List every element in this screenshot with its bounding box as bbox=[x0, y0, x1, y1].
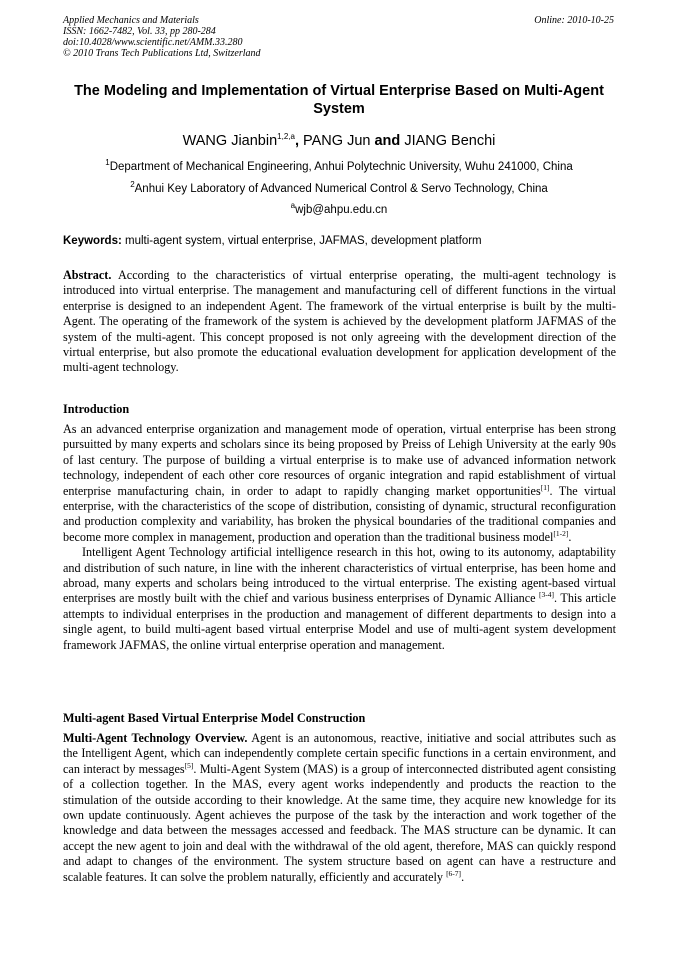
affiliation-2-text: Anhui Key Laboratory of Advanced Numerical Control & Servo Technology, China bbox=[134, 182, 548, 195]
author-separator: , bbox=[294, 132, 304, 149]
intro-p1-text-a: As an advanced enterprise organization and management mode of operation, virtual enterprise has been strong pursuitted by many experts and scholars since its being proposed by Preiss of Lehigh University at the early 90s of last century. The purpose of building a virtual enterprise is to make use of advanced information network technology, independent of each other core resources of organic integration and rapid establishment of virtual enterprise manufacturing chain, in order to adapt to rapidly changing market opportunities bbox=[63, 422, 616, 498]
journal-name: Applied Mechanics and Materials bbox=[63, 15, 199, 26]
email-marker: a bbox=[290, 201, 296, 210]
affiliation-1-marker: 1 bbox=[105, 158, 110, 167]
author-1: WANG Jianbin bbox=[182, 132, 278, 149]
mas-text-c: . bbox=[461, 869, 465, 884]
email-text: wjb@ahpu.edu.cn bbox=[295, 203, 388, 216]
abstract bbox=[63, 268, 616, 376]
intro-p1-text-c: . bbox=[568, 529, 572, 544]
keywords bbox=[63, 234, 618, 248]
citation-5: [5] bbox=[184, 760, 194, 770]
keywords-label: Keywords: bbox=[63, 235, 122, 247]
intro-paragraph-2 bbox=[63, 545, 616, 653]
citation-6-7: [6-7] bbox=[446, 868, 462, 878]
abstract-label: Abstract. bbox=[63, 268, 112, 282]
journal-issn: ISSN: 1662-7482, Vol. 33, pp 280-284 bbox=[63, 26, 216, 37]
affiliation-2-marker: 2 bbox=[130, 180, 135, 189]
author-3: JIANG Benchi bbox=[404, 132, 496, 149]
author-2: PANG Jun bbox=[303, 132, 371, 149]
abstract-text: According to the characteristics of virtual enterprise operating, the multi-agent technology is introduced into virtual enterprise. The management and manufacturing cell of different functions in the virtual enterprise is designed to an independent Agent. The framework of the virtual enterprise is built by the multi-Agent. The operating of the framework of the system is achieved by the development platform JAFMAS of the system of the multi-agent. This concept proposed is not only agreeing with the development direction of the virtual enterprise, but also promote the educational evaluation development for application development of the multi-agent technology. bbox=[63, 268, 616, 375]
author-1-affil-marker: 1,2,a bbox=[277, 132, 295, 141]
author-email bbox=[63, 199, 615, 217]
subsection-label: Multi-Agent Technology Overview. bbox=[63, 731, 248, 745]
journal-copyright: © 2010 Trans Tech Publications Ltd, Switzerland bbox=[63, 48, 261, 59]
journal-doi: doi:10.4028/www.scientific.net/AMM.33.280 bbox=[63, 37, 243, 48]
intro-p2-text-a: Intelligent Agent Technology artificial intelligence research in this hot, owing to its autonomy, adaptability and distribution of such nature, in line with the inherent characteristics of virtual enterprise, has been home and abroad, many experts and scholars being introduced to the virtual enterprise. The existing agent-based virtual enterprises are mostly built with the chief and various business enterprises of Dynamic Alliance bbox=[63, 545, 616, 606]
author-and: and bbox=[370, 132, 405, 149]
mas-overview-paragraph bbox=[63, 731, 616, 885]
keywords-text: multi-agent system, virtual enterprise, JAFMAS, development platform bbox=[121, 235, 482, 247]
intro-p2-text-b: . This article attempts to individual enterprises in the production and management of different departments to design into a single agent, to build multi-agent based virtual enterprise Model and use of multi-agent system development framework JAFMAS, the online virtual enterprise operation and management. bbox=[63, 591, 616, 652]
journal-header bbox=[63, 15, 618, 59]
paper-title: The Modeling and Implementation of Virtual Enterprise Based on Multi-Agent System bbox=[74, 83, 604, 117]
mas-text-b: . Multi-Agent System (MAS) is a group of interconnected distributed agent consisting of a collection together. In the MAS, every agent works independently and products the reaction to the stimulation of the outside according to their knowledge. At the same time, they acquire new knowledge for its own update continuously. Agent achieves the purpose of the task by the interaction and work together of the knowledge and data between the messages accessed and feedback. The MAS structure can be dynamic. It can accept the new agent to join and deal with the withdrawal of the old agent, therefore, MAS can quickly respond and adapt to changes of the environment. The system structure based on agent can have a restructure and scalable features. It can solve the problem naturally, efficiently and accurately bbox=[63, 761, 616, 884]
citation-1-2: [1-2] bbox=[553, 528, 569, 538]
online-date: Online: 2010-10-25 bbox=[534, 15, 614, 26]
section-heading-model-construction: Multi-agent Based Virtual Enterprise Model Construction bbox=[63, 711, 366, 725]
intro-paragraph-1 bbox=[63, 422, 616, 545]
author-line bbox=[63, 128, 615, 150]
affiliation-1 bbox=[63, 156, 615, 174]
section-heading-introduction: Introduction bbox=[63, 402, 130, 416]
citation-3-4: [3-4] bbox=[539, 590, 555, 600]
mas-text-a: Agent is an autonomous, reactive, initiative and social attributes such as the Intelligent Agent, which can independently complete certain specific functions in a certain environment, and can interact by messages bbox=[63, 731, 616, 776]
affiliation-2 bbox=[63, 178, 615, 196]
introduction-body bbox=[63, 422, 616, 653]
intro-p1-text-b: . The virtual enterprise, with the characteristics of the scope of distribution, consisting of dynamic, structural reconfiguration and production complexity and variability, has broken the physical boundaries of the traditional companies and become more complex in management, production and operation than the traditional business model bbox=[63, 483, 616, 544]
affiliation-1-text: Department of Mechanical Engineering, Anhui Polytechnic University, Wuhu 241000, China bbox=[109, 160, 573, 173]
citation-1: [1] bbox=[540, 482, 550, 492]
